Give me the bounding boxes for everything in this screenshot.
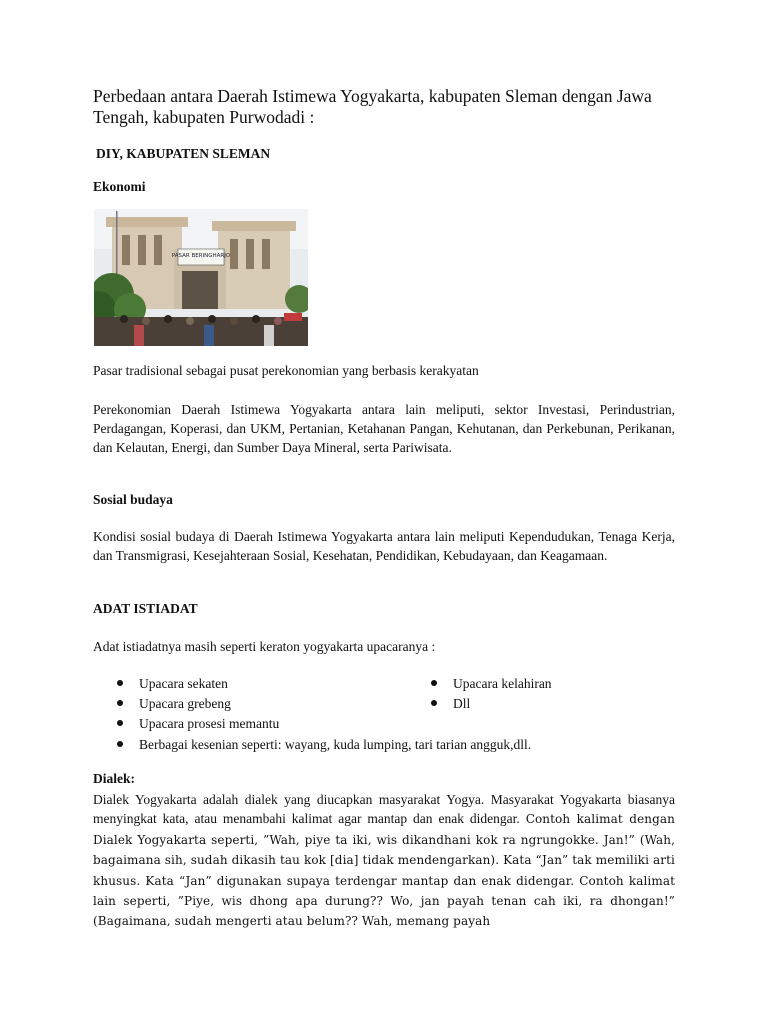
paragraph-dialek [93,790,675,932]
bullet-dot [431,700,437,706]
dialek-text-part1: Dialek Yogyakarta adalah dialek yang diucapkan masyarakat Yogya. Masyarakat Yogyakarta biasanya menyingkat kata, atau menambahi kalimat agar mantap dan enak didengar. [93,792,675,827]
document-title: Perbedaan antara Daerah Istimewa Yogyakarta, kabupaten Sleman dengan Jawa Tengah, kabupaten Purwodadi : [93,86,652,127]
bullet-dot [117,720,123,726]
paragraph-sosial-budaya: Kondisi sosial budaya di Daerah Istimewa Yogyakarta antara lain meliputi Kependudukan, Tenaga Kerja, dan Transmigrasi, Kesejahteraan Sosial, Kesehatan, Pendidikan, Kebudayaan, dan Keagamaan. [93,529,675,563]
dialek-text-part2: Contoh kalimat dengan Dialek Yogyakarta seperti, ”Wah, piye ta iki, wis dikandhani kok ra ngrungokke. Jan!” (Wah, bagaimana sih, sudah dikasih tau kok [dia] tidak mendengarkan). Kata “Jan” tak memiliki arti khusus. Kata “Jan” digunakan supaya terdengar mantap dan enak didengar. Contoh kalimat lain seperti, ”Piye, wis dhong apa durung?? Wo, jan payah tenan cah iki, ra dhongan!” (Bagaimana, sudah mengerti atau belum?? Wah, memang payah [93,812,675,929]
bullet-dot [117,741,123,747]
list-item: Berbagai kesenian seperti: wayang, kuda lumping, tari tarian angguk,dll. [139,737,532,752]
section-heading-diy: DIY, KABUPATEN SLEMAN [96,146,271,161]
photo-caption: Pasar tradisional sebagai pusat perekonomian yang berbasis kerakyatan [93,363,479,378]
list-item: Upacara grebeng [139,696,231,711]
market-photo [94,209,308,346]
paragraph-ekonomi: Perekonomian Daerah Istimewa Yogyakarta antara lain meliputi, sektor Investasi, Perindustrian, Perdagangan, Koperasi, dan UKM, Pertanian, Ketahanan Pangan, Kehutanan, dan Perkebunan, Perikanan, dan Kelautan, Energi, dan Sumber Daya Mineral, serta Pariwisata. [93,402,675,455]
heading-sosial-budaya: Sosial budaya [93,492,173,507]
list-item: Upacara kelahiran [453,676,552,691]
bullet-dot [117,700,123,706]
heading-adat-istiadat: ADAT ISTIADAT [93,601,198,616]
bullet-dot [431,680,437,686]
heading-ekonomi: Ekonomi [93,179,146,194]
bullet-dot [117,680,123,686]
photo-sign: PASAR BERINGHARJO [171,253,231,259]
list-item: Upacara sekaten [139,676,228,691]
heading-dialek: Dialek: [93,771,135,786]
paragraph-adat-intro: Adat istiadatnya masih seperti keraton yogyakarta upacaranya : [93,639,436,654]
list-item: Dll [453,696,471,711]
list-item: Upacara prosesi memantu [139,716,280,731]
